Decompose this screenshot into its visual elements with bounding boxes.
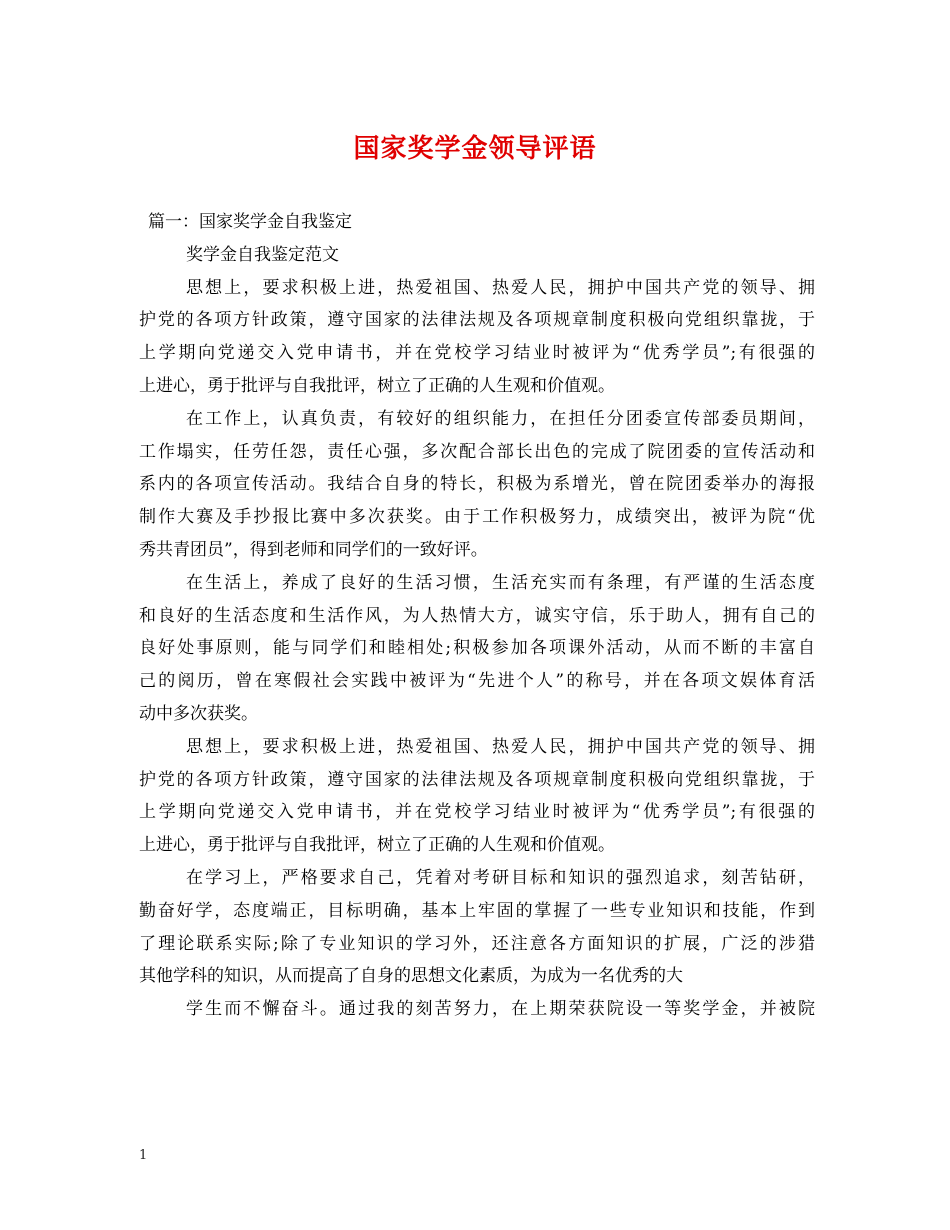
paragraph-line: 良好处事原则，能与同学们和睦相处;积极参加各项课外活动，从而不断的丰富自: [139, 638, 815, 659]
paragraph-line: 上学期向党递交入党申请书，并在党校学习结业时被评为“优秀学员”;有很强的: [139, 802, 815, 823]
paragraph-line: 在生活上，养成了良好的生活习惯，生活充实而有条理，有严谨的生活态度: [186, 572, 815, 593]
paragraph-line: 勤奋好学，态度端正，目标明确，基本上牢固的掌握了一些专业知识和技能，作到: [139, 900, 815, 921]
paragraph: [139, 731, 815, 862]
paragraph: [139, 567, 815, 731]
paragraph-line: 上进心，勇于批评与自我批评，树立了正确的人生观和价值观。: [139, 835, 615, 856]
paragraph: [139, 403, 815, 567]
paragraph-line: 和良好的生活态度和生活作风，为人热情大方，诚实守信，乐于助人，拥有自己的: [139, 605, 815, 626]
paragraph-line: 在学习上，严格要求自己，凭着对考研目标和知识的强烈追求，刻苦钻研，: [186, 867, 815, 888]
paragraph-line: 思想上，要求积极上进，热爱祖国、热爱人民，拥护中国共产党的领导、拥: [186, 277, 815, 298]
paragraph-line: 上学期向党递交入党申请书，并在党校学习结业时被评为“优秀学员”;有很强的: [139, 343, 815, 364]
paragraph-line: 动中多次获奖。: [139, 703, 258, 724]
paragraph-line: 学生而不懈奋斗。通过我的刻苦努力，在上期荣获院设一等奖学金，并被院: [186, 999, 815, 1020]
section-heading: 篇一：国家奖学金自我鉴定: [148, 212, 352, 232]
paragraph-line: 护党的各项方针政策，遵守国家的法律法规及各项规章制度积极向党组织靠拢，于: [139, 769, 815, 790]
paragraph-line: 上进心，勇于批评与自我批评，树立了正确的人生观和价值观。: [139, 375, 615, 396]
paragraph-line: 系内的各项宣传活动。我结合自身的特长，积极为系增光，曾在院团委举办的海报: [139, 474, 815, 495]
paragraph: [139, 272, 815, 403]
paragraph-line: 秀共青团员”，得到老师和同学们的一致好评。: [139, 539, 488, 560]
paragraph-line: 思想上，要求积极上进，热爱祖国、热爱人民，拥护中国共产党的领导、拥: [186, 736, 815, 757]
page-number: 1: [139, 1148, 148, 1163]
document-body: [139, 206, 815, 1026]
subheading: 奖学金自我鉴定范文: [186, 244, 339, 265]
paragraph-line: 制作大赛及手抄报比赛中多次获奖。由于工作积极努力，成绩突出，被评为院“优: [139, 507, 815, 528]
paragraph-line: 己的阅历，曾在寒假社会实践中被评为“先进个人”的称号，并在各项文娱体育活: [139, 671, 815, 692]
paragraph: [139, 862, 815, 993]
paragraph-line: 护党的各项方针政策，遵守国家的法律法规及各项规章制度积极向党组织靠拢，于: [139, 310, 815, 331]
paragraph-line: 其他学科的知识，从而提高了自身的思想文化素质，为成为一名优秀的大: [139, 966, 683, 987]
paragraph-line: 在工作上，认真负责，有较好的组织能力，在担任分团委宣传部委员期间，: [186, 408, 815, 429]
document-title: 国家奖学金领导评语: [353, 134, 597, 164]
paragraph: [139, 993, 815, 1026]
paragraph-line: 工作塌实，任劳任怨，责任心强，多次配合部长出色的完成了院团委的宣传活动和: [139, 441, 815, 462]
paragraph-line: 了理论联系实际;除了专业知识的学习外，还注意各方面知识的扩展，广泛的涉猎: [139, 933, 815, 954]
